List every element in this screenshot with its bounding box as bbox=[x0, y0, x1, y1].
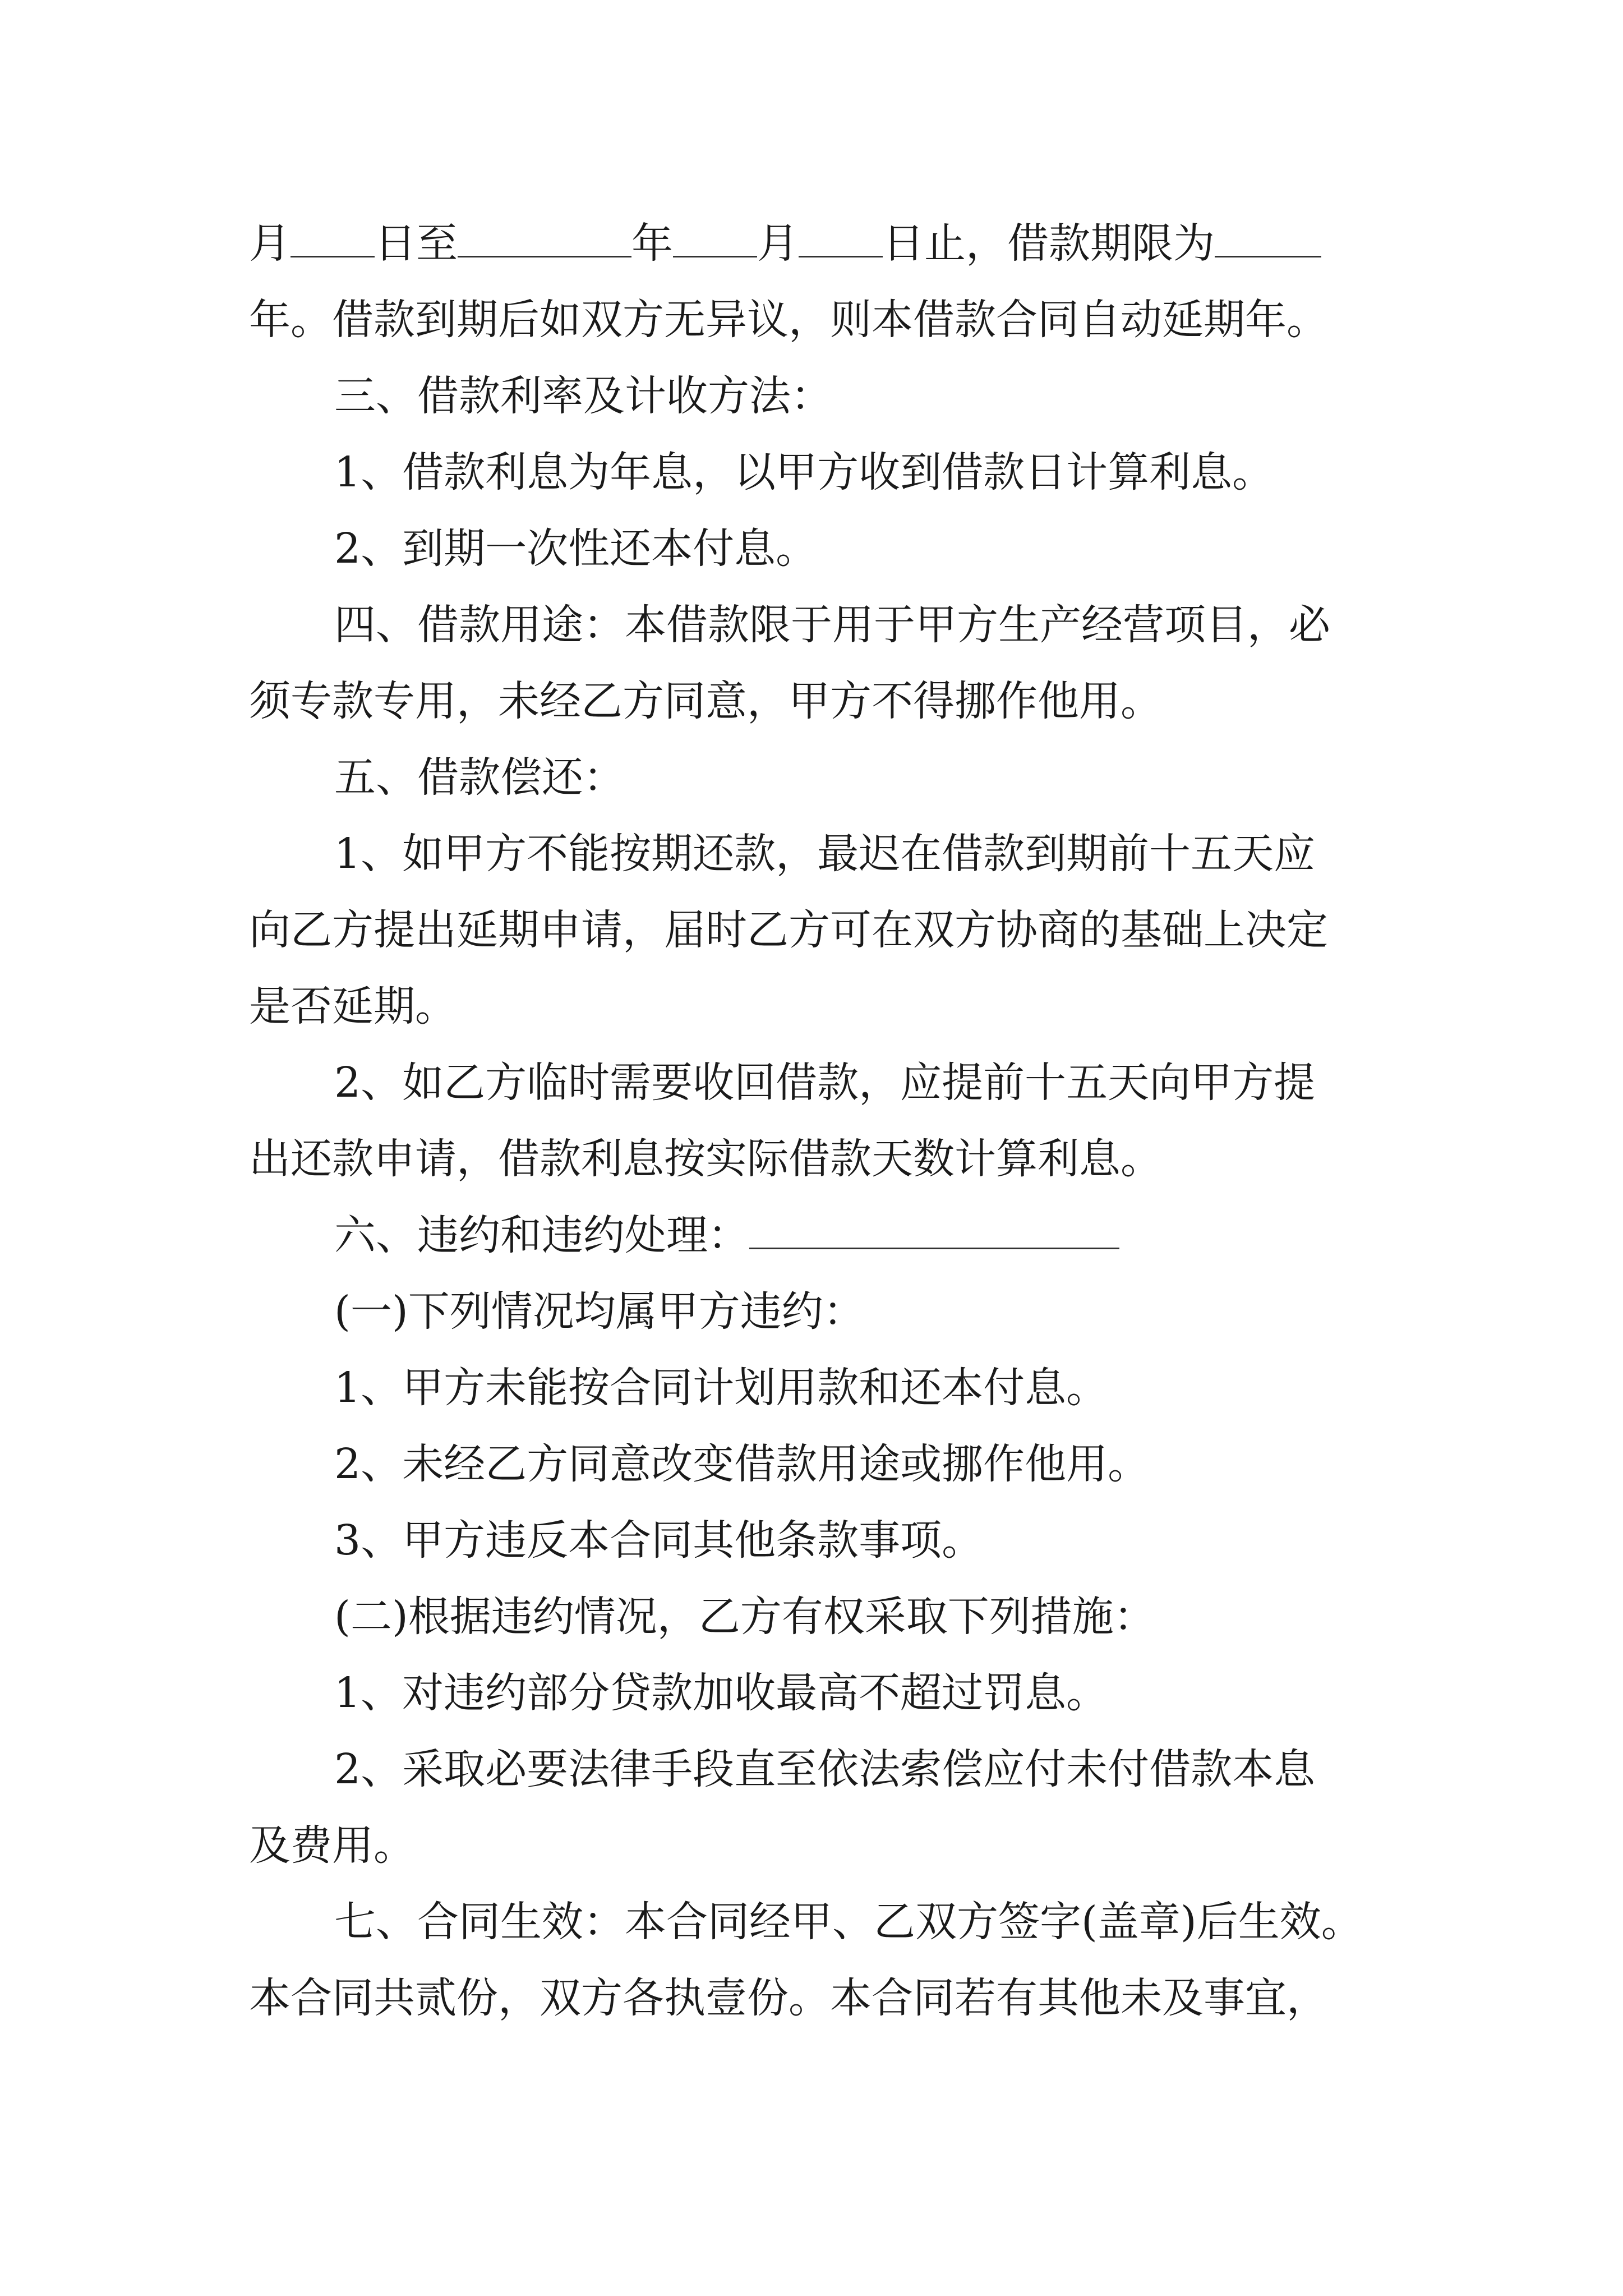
text-line: 及费用。 bbox=[249, 1821, 415, 1870]
text-fragment: 日止，借款期限为 bbox=[883, 219, 1215, 268]
section-heading: 四、借款用途：本借款限于用于甲方生产经营项目，必 bbox=[334, 601, 1330, 649]
text-line: 3、甲方违反本合同其他条款事项。 bbox=[334, 1516, 984, 1565]
text-line: 向乙方提出延期申请，届时乙方可在双方协商的基础上决定 bbox=[249, 906, 1328, 954]
text-line: (一)下列情况均属甲方违约： bbox=[334, 1287, 865, 1336]
blank-field[interactable] bbox=[749, 1213, 1119, 1249]
text-line: 1、借款利息为年息，以甲方收到借款日计算利息。 bbox=[334, 448, 1274, 496]
text-line: 本合同共贰份，双方各执壹份。本合同若有其他未及事宜， bbox=[249, 1974, 1328, 2022]
blank-field[interactable] bbox=[1215, 221, 1321, 257]
text-line bbox=[249, 215, 1321, 272]
text-line: 年。借款到期后如双方无异议，则本借款合同自动延期年。 bbox=[249, 296, 1328, 344]
text-line bbox=[334, 1207, 1119, 1263]
blank-field[interactable] bbox=[673, 221, 757, 257]
text-fragment: 月 bbox=[249, 219, 291, 268]
text-line: 2、未经乙方同意改变借款用途或挪作他用。 bbox=[334, 1440, 1150, 1488]
text-line: 2、到期一次性还本付息。 bbox=[334, 524, 818, 573]
section-heading: 三、借款利率及计收方法： bbox=[334, 372, 832, 420]
text-fragment: 年 bbox=[631, 219, 673, 268]
text-line: 须专款专用，未经乙方同意，甲方不得挪作他用。 bbox=[249, 677, 1162, 725]
text-fragment: 日至 bbox=[375, 219, 458, 268]
text-line: 2、如乙方临时需要收回借款，应提前十五天向甲方提 bbox=[334, 1059, 1316, 1107]
blank-field[interactable] bbox=[458, 221, 631, 257]
blank-field[interactable] bbox=[291, 221, 375, 257]
text-line: (二)根据违约情况，乙方有权采取下列措施： bbox=[334, 1593, 1155, 1641]
text-line: 出还款申请，借款利息按实际借款天数计算利息。 bbox=[249, 1135, 1162, 1183]
section-heading: 五、借款偿还： bbox=[334, 753, 625, 802]
text-line: 是否延期。 bbox=[249, 982, 457, 1030]
text-line: 1、甲方未能按合同计划用款和还本付息。 bbox=[334, 1364, 1108, 1412]
blank-field[interactable] bbox=[799, 221, 883, 257]
text-line: 1、如甲方不能按期还款，最迟在借款到期前十五天应 bbox=[334, 830, 1316, 878]
text-line: 1、对违约部分贷款加收最高不超过罚息。 bbox=[334, 1669, 1108, 1717]
text-fragment: 月 bbox=[757, 219, 799, 268]
section-heading: 七、合同生效：本合同经甲、乙双方签字(盖章)后生效。 bbox=[334, 1898, 1363, 1946]
text-line: 2、采取必要法律手段直至依法索偿应付未付借款本息 bbox=[334, 1745, 1316, 1793]
section-heading: 六、违约和违约处理： bbox=[334, 1211, 749, 1259]
